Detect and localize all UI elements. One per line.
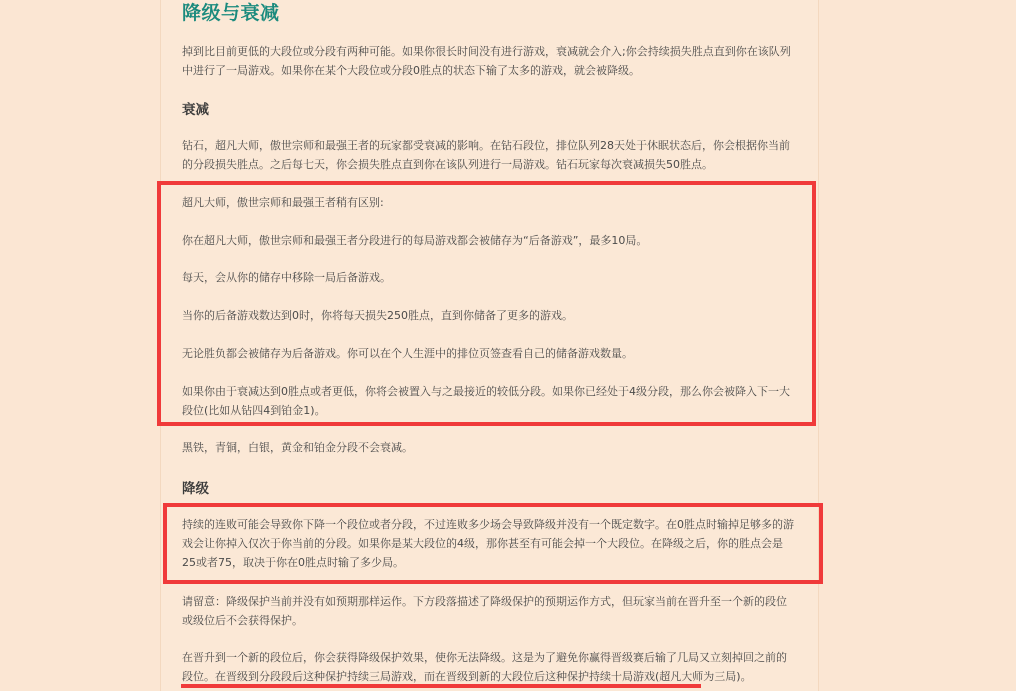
intro-paragraph: 掉到比目前更低的大段位或分段有两种可能。如果你很长时间没有进行游戏，衰减就会介入;你会持续损失胜点直到你在该队列中进行了一局游戏。如果你在某个大段位或分段0胜点的状态下输了太多的游戏，就会被降级。 [182,45,791,77]
decay-heading: 衰减 [182,102,209,118]
decay-box-item: 如果你由于衰减达到0胜点或者更低，你将会被置入与之最接近的较低分段。如果你已经处于4级分段，那么你会被降入下一大段位(比如从钻四4到铂金1)。 [182,385,790,417]
decay-paragraph: 钻石，超凡大师，傲世宗师和最强王者的玩家都受衰减的影响。在钻石段位，排位队列28天处于休眠状态后，你会根据你当前的分段损失胜点。之后每七天，你会损失胜点直到你在该队列进行一局游戏。钻石玩家每次衰减损失50胜点。 [182,139,790,171]
decay-box-item: 超凡大师，傲世宗师和最强王者稍有区别: [182,196,384,209]
no-decay-note: 黑铁，青铜，白银，黄金和铂金分段不会衰减。 [182,441,413,454]
decay-box-item: 无论胜负都会被储存为后备游戏。你可以在个人生涯中的排位页签查看自己的储备游戏数量。 [182,347,633,360]
section-title: 降级与衰减 [182,2,280,24]
decay-box-item: 每天，会从你的储存中移除一局后备游戏。 [182,271,391,284]
demotion-paragraph: 持续的连败可能会导致你下降一个段位或者分段，不过连败多少场会导致降级并没有一个既定数字。在0胜点时输掉足够多的游戏会让你掉入仅次于你当前的分段。如果你是某大段位的4级，那你甚至有可能会掉一个大段位。在降级之后，你的胜点会是25或者75，取决于你在0胜点时输了多少局。 [182,518,794,569]
demotion-protection-paragraph: 在晋升到一个新的段位后，你会获得降级保护效果，使你无法降级。这是为了避免你赢得晋级赛后输了几局又立刻掉回之前的段位。在晋级到分段段后这种保护持续三局游戏，而在晋级到新的大段位后这种保护持续十局游戏(超凡大师为三局)。 [182,651,787,683]
demotion-protection-note: 请留意：降级保护当前并没有如预期那样运作。下方段落描述了降级保护的预期运作方式，但玩家当前在晋升至一个新的段位或级位后不会获得保护。 [182,595,787,627]
highlight-underline [181,684,701,688]
demotion-heading: 降级 [182,481,209,497]
decay-box-item: 当你的后备游戏数达到0时，你将每天损失250胜点，直到你储备了更多的游戏。 [182,309,573,322]
decay-box-item: 你在超凡大师，傲世宗师和最强王者分段进行的每局游戏都会被储存为“后备游戏”，最多10局。 [182,234,648,247]
